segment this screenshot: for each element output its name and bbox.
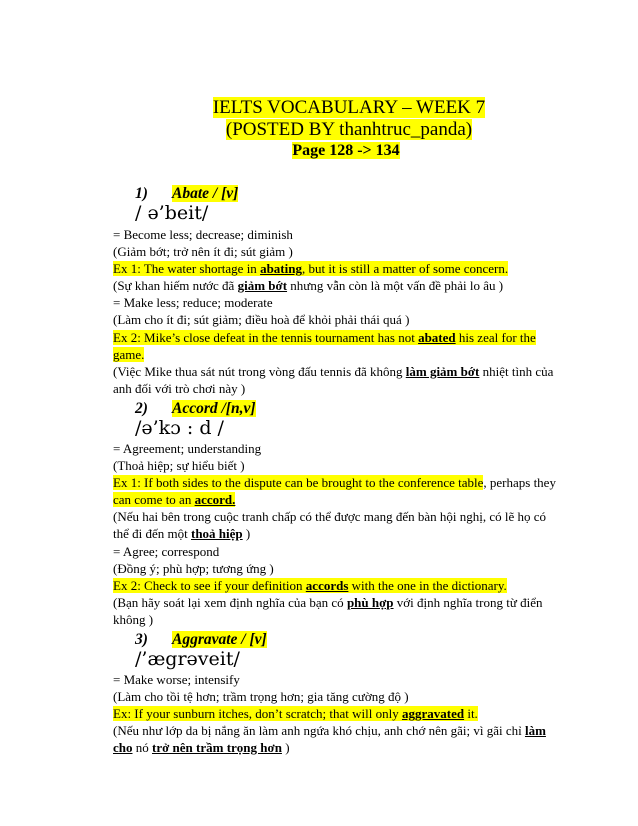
entry-1-body: = Become less; decrease; diminish (Giảm bớt; trở nên ít đi; sút giảm ) Ex 1: The water shortage in abating, but it is still a matter of some concern. (Sự khan hiếm nước đã giảm bớt nhưng vẫn còn là một vấn đề phải lo âu ) = Make less; reduce; moderate (Làm cho ít đi; sút giảm; điều hoà để khỏi phải thái quá ) Ex 2: Mike’s close defeat in the tennis tournament has not abated his zeal for the game. (Việc Mike thua sát nút trong vòng đấu tennis đã không làm giảm bớt nhiệt tình của anh đối với trò chơi này ) — [113, 227, 554, 396]
entry-2-body: = Agreement; understanding (Thoả hiệp; sự hiểu biết ) Ex 1: If both sides to the dispute can be brought to the conference table, perhaps they can come to an accord. (Nếu hai bên trong cuộc tranh chấp có thể được mang đến bàn hội nghị, có lẽ họ có thể đi đến một thoả hiệp ) = Agree; correspond (Đồng ý; phù hợp; tương ứng ) Ex 2: Check to see if your definition accords with the one in the dictionary. (Bạn hãy soát lại xem định nghĩa của bạn có phù hợp với định nghĩa trong từ điển không ) — [113, 441, 556, 627]
title-line-2: (POSTED BY thanhtruc_panda) — [225, 119, 473, 140]
title-line-1: IELTS VOCABULARY – WEEK 7 — [212, 97, 486, 118]
entry-2-ipa: /ə’kɔ : d / — [135, 417, 224, 439]
page-range: Page 128 -> 134 — [292, 142, 400, 159]
entry-3-ipa: /’ægrəveit/ — [135, 648, 240, 670]
entry-1-ipa: / ə’beit/ — [135, 202, 209, 224]
entry-1-heading: 1) Abate / [v] — [135, 185, 239, 202]
entry-3-body: = Make worse; intensify (Làm cho tồi tệ hơn; trầm trọng hơn; gia tăng cường độ ) Ex: If your sunburn itches, don’t scratch; that will only aggravated it. (Nếu như lớp da bị nắng ăn làm anh ngứa khó chịu, anh chớ nên gãi; vì gãi chỉ làm cho nó trở nên trầm trọng hơn ) — [113, 672, 546, 756]
entry-2-heading: 2) Accord /[n,v] — [135, 400, 256, 417]
entry-3-heading: 3) Aggravate / [v] — [135, 631, 267, 648]
